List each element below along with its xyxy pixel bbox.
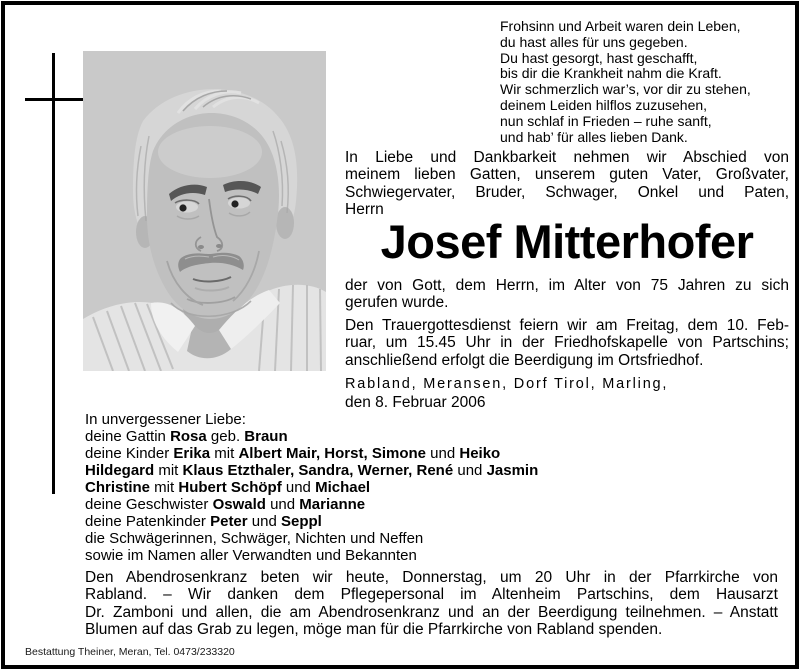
date-line: den 8. Februar 2006: [345, 394, 486, 411]
mourner-line: sowie im Namen aller Verwandten und Bekannten: [85, 547, 417, 564]
funeral-home-credit: Bestattung Theiner, Meran, Tel. 0473/233320: [25, 646, 235, 658]
mourner-line: deine Gattin Rosa geb. Braun: [85, 428, 288, 445]
places-line: Rabland, Meransen, Dorf Tirol, Marling,: [345, 376, 669, 392]
closing-line: Den Abendrosenkranz beten wir heute, Donnerstag, um 20 Uhr in der Pfarrkirche von: [85, 569, 778, 586]
mourner-line: deine Patenkinder Peter und Seppl: [85, 513, 322, 530]
obituary-card: [1, 1, 799, 669]
mourners-list: [85, 411, 685, 564]
intro-line: meinem lieben Gatten, unserem guten Vater, Großvater,: [345, 166, 789, 184]
poem-line: und hab’ für alles lieben Dank.: [500, 128, 688, 145]
called-line: der von Gott, dem Herrn, im Alter von 75 Jahren zu sich: [345, 277, 789, 294]
deceased-name: Josef Mitterhofer: [380, 215, 754, 268]
poem-line: bis dir die Krankheit nahm die Kraft.: [500, 65, 722, 82]
mourner-line: Hildegard mit Klaus Etzthaler, Sandra, Werner, René und Jasmin: [85, 462, 539, 479]
mourner-line: deine Geschwister Oswald und Marianne: [85, 496, 366, 513]
intro-line: Schwiegervater, Bruder, Schwager, Onkel und Paten,: [345, 183, 789, 201]
service-line: Den Trauergottesdienst feiern wir am Freitag, dem 10. Feb-: [345, 317, 789, 334]
service-line: ruar, um 15.45 Uhr in der Friedhofskapelle von Partschins;: [345, 334, 789, 352]
memorial-poem: [500, 19, 792, 145]
poem-line: Du hast gesorgt, hast geschafft,: [500, 49, 698, 66]
called-line: gerufen wurde.: [345, 294, 449, 312]
called-to-god-paragraph: [345, 277, 789, 312]
portrait-photo: [83, 51, 326, 371]
closing-line: Dr. Zamboni und allen, die am Abendrosenkranz und an der Beerdigung teilnehmen. – Anstatt: [85, 603, 778, 621]
poem-line: Wir schmerzlich war’s, vor dir zu stehen,: [500, 81, 751, 98]
poem-line: nun schlaf in Frieden – ruhe sanft,: [500, 112, 712, 129]
poem-line: du hast alles für uns gegeben.: [500, 33, 688, 50]
closing-line: Blumen auf das Grab zu legen, möge man für die Pfarrkirche von Rabland spenden.: [85, 620, 663, 638]
mourner-line: Christine mit Hubert Schöpf und Michael: [85, 479, 371, 496]
poem-line: deinem Leiden hilflos zuzusehen,: [500, 96, 708, 113]
latin-cross-icon: [25, 98, 84, 101]
intro-paragraph: [345, 149, 789, 218]
mourners-heading: In unvergessener Liebe:: [85, 411, 246, 428]
service-line: anschließend erfolgt die Beerdigung im Ortsfriedhof.: [345, 351, 704, 369]
rosary-and-thanks-paragraph: [85, 569, 778, 638]
closing-line: Rabland. – Wir danken dem Pflegepersonal im Altenheim Partschins, dem Hausarzt: [85, 586, 778, 604]
latin-cross-icon: [52, 53, 55, 494]
mourner-line: deine Kinder Erika mit Albert Mair, Horst, Simone und Heiko: [85, 445, 501, 462]
poem-line: Frohsinn und Arbeit waren dein Leben,: [500, 18, 741, 34]
mourner-line: die Schwägerinnen, Schwäger, Nichten und Neffen: [85, 530, 424, 547]
intro-line: Herrn: [345, 200, 384, 218]
funeral-service-paragraph: [345, 317, 789, 369]
intro-line: In Liebe und Dankbarkeit nehmen wir Abschied von: [345, 149, 789, 166]
